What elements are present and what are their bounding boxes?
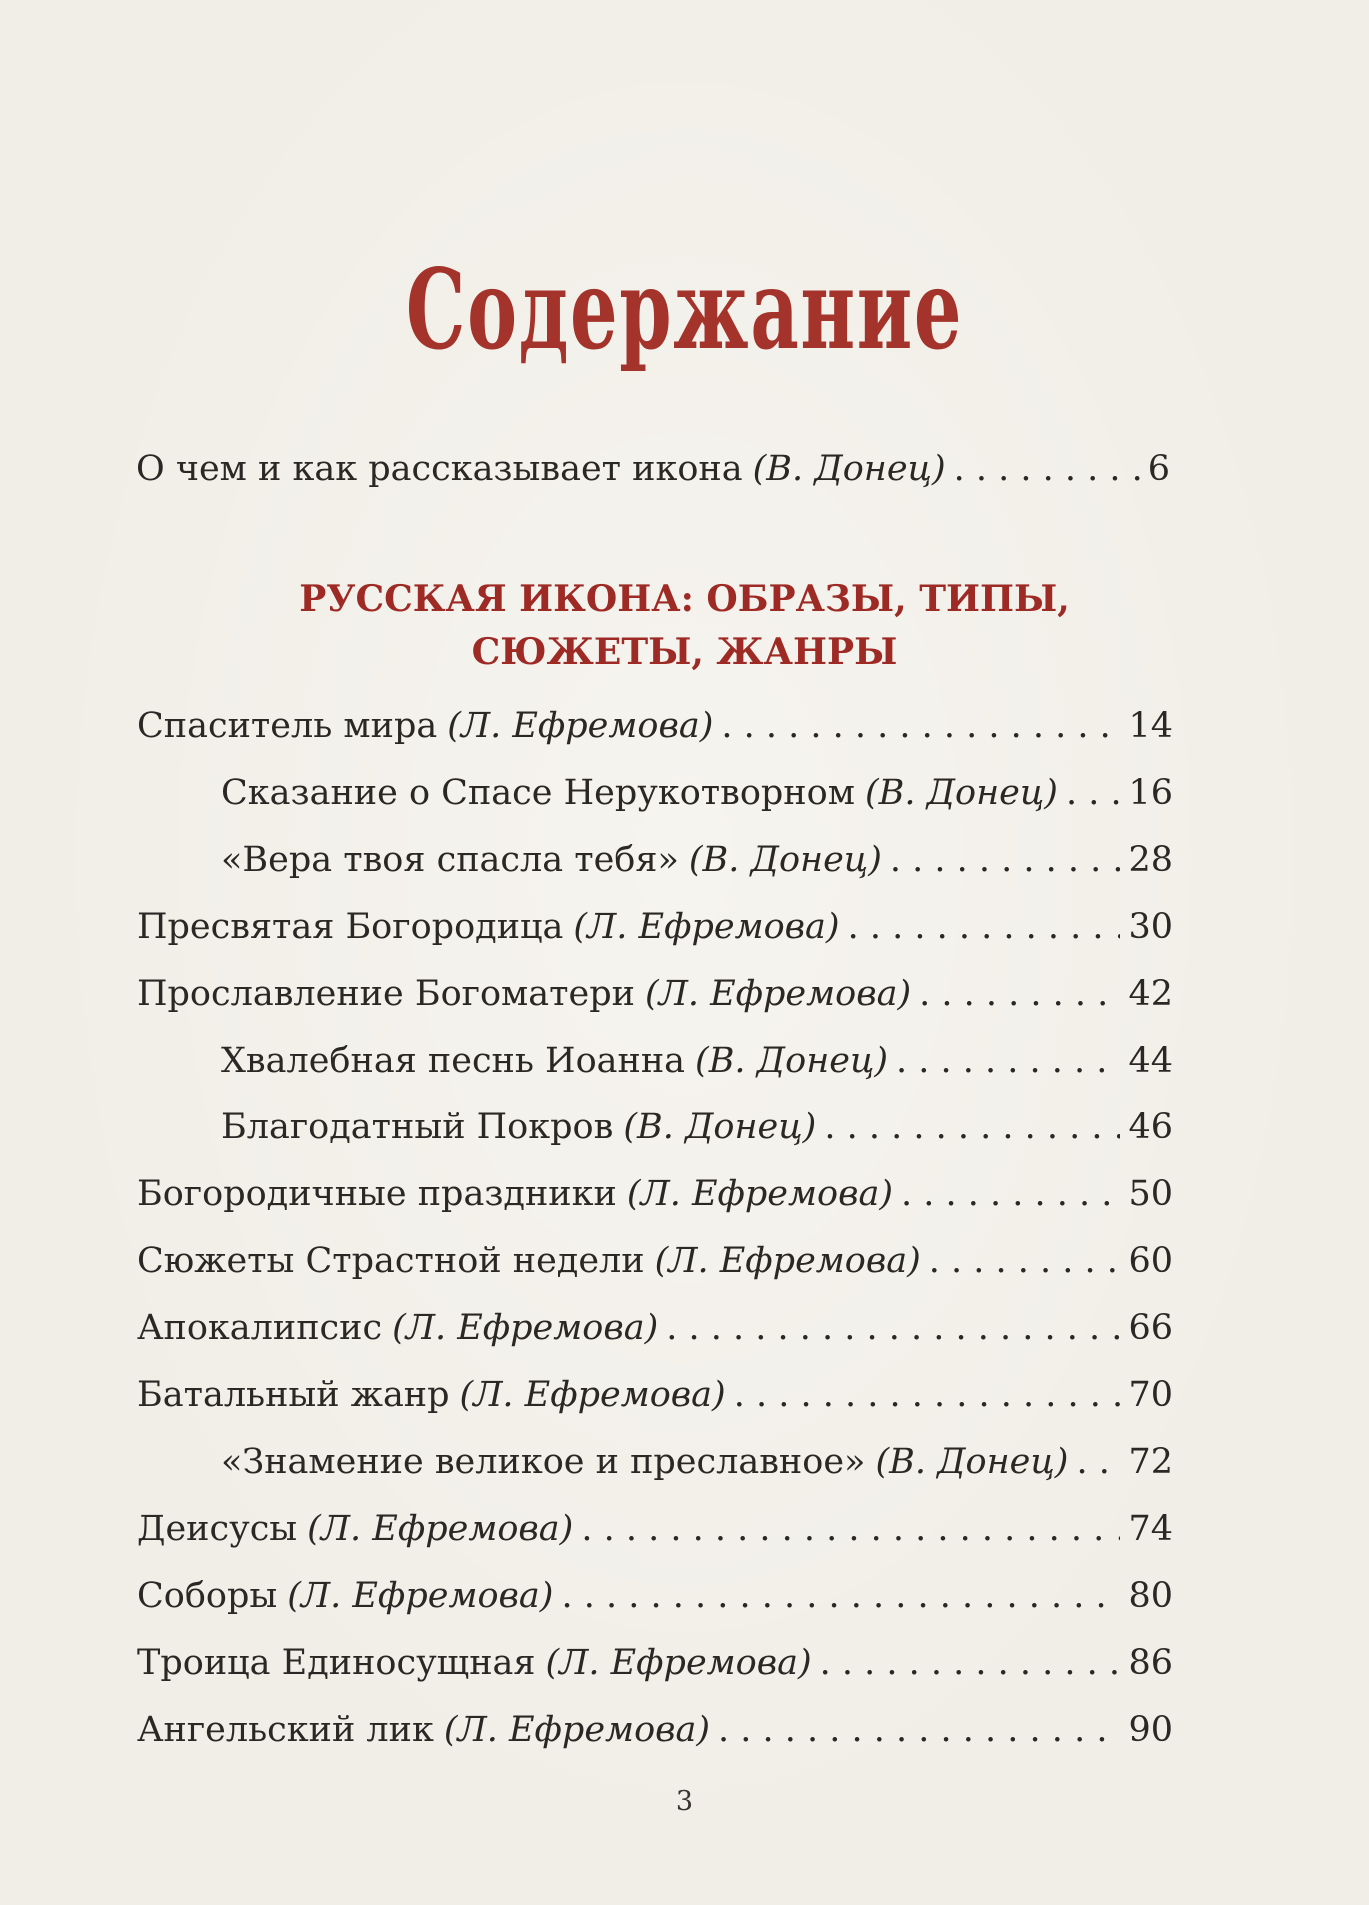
dot-leader (820, 1638, 1121, 1688)
toc-entry-author: (Л. Ефремова) (573, 906, 840, 947)
toc-entry-left (137, 969, 1128, 1019)
toc-entry-author: (Л. Ефремова) (307, 1508, 574, 1549)
toc-entry-label: «Вера твоя спасла тебя» (221, 839, 679, 880)
dot-leader (581, 1504, 1120, 1554)
dot-leader (561, 1571, 1120, 1621)
toc-entry-label: Деисусы (137, 1508, 298, 1549)
toc-entry-label: Богородичные праздники (137, 1174, 617, 1215)
toc-entry (0, 1370, 1369, 1420)
dot-leader (824, 1102, 1120, 1152)
toc-entry-page: 66 (1128, 1308, 1173, 1349)
toc-entry-page: 90 (1128, 1709, 1173, 1750)
toc-entry-author: (Л. Ефремова) (392, 1308, 659, 1349)
toc-entry-left (221, 1036, 1128, 1086)
toc-entry (0, 1571, 1369, 1621)
toc-entry (0, 1437, 1369, 1487)
toc-entry-left (137, 1571, 1128, 1621)
toc-entry-page: 30 (1128, 906, 1173, 947)
toc-entry (0, 969, 1369, 1019)
dot-leader (1066, 768, 1121, 818)
toc-entry-page: 50 (1128, 1174, 1173, 1215)
toc-entry (0, 902, 1369, 952)
section-heading (0, 573, 1369, 679)
dot-leader (721, 701, 1120, 751)
toc-entry (0, 1169, 1369, 1219)
dot-leader (901, 1169, 1120, 1219)
toc-entry (0, 1102, 1369, 1152)
toc-entry-author: (В. Донец) (695, 1040, 889, 1081)
toc-entry-author: (В. Донец) (752, 449, 946, 489)
toc-entry-author: (В. Донец) (623, 1107, 817, 1148)
toc-entry-page: 70 (1128, 1375, 1173, 1415)
toc-entry-label: Прославление Богоматери (137, 973, 635, 1014)
toc-entry-label: Сказание о Спасе Нерукотворном (221, 772, 855, 813)
toc-entry-left (137, 1638, 1128, 1688)
toc-entry-label: Соборы (137, 1575, 278, 1616)
toc-entry-page: 16 (1128, 772, 1173, 813)
toc-entry-left (137, 1303, 1128, 1353)
toc-entry-author: (В. Донец) (688, 839, 882, 880)
dot-leader (896, 1036, 1120, 1086)
toc-entry-page: 28 (1128, 839, 1173, 880)
toc-entry-label: Апокалипсис (137, 1308, 383, 1349)
toc-entry-label: «Знамение великое и преславное» (221, 1441, 866, 1482)
toc-entry-author: (В. Донец) (875, 1441, 1069, 1482)
dot-leader (848, 902, 1121, 952)
dot-leader (1076, 1437, 1120, 1487)
dot-leader (718, 1705, 1120, 1755)
toc-entry-label: Ангельский лик (137, 1709, 434, 1750)
dot-leader (890, 835, 1121, 885)
toc-entry-author: (Л. Ефремова) (654, 1241, 921, 1282)
toc-entry-author: (Л. Ефремова) (644, 973, 912, 1014)
toc-entry-label: Троица Единосущная (137, 1642, 536, 1683)
toc-entry (0, 1236, 1369, 1286)
toc-entry-label: Батальный жанр (137, 1375, 450, 1415)
toc-entry-page: 86 (1128, 1642, 1173, 1683)
toc-entry (0, 768, 1369, 818)
toc-entry-page: 42 (1128, 973, 1173, 1014)
toc-entry-label: О чем и как рассказывает икона (136, 449, 743, 489)
toc-entry (0, 1504, 1369, 1554)
toc-entry-author: (В. Донец) (864, 772, 1058, 813)
toc-entry-left (137, 701, 1128, 751)
toc-entry-label: Хвалебная песнь Иоанна (221, 1040, 686, 1081)
toc-entry-author: (Л. Ефремова) (545, 1642, 812, 1683)
dot-leader (954, 444, 1140, 494)
toc-entry (0, 1638, 1369, 1688)
page-title: Содержание (405, 244, 964, 375)
dot-leader (734, 1370, 1121, 1420)
toc-entry-label: Сюжеты Страстной недели (137, 1241, 645, 1282)
toc-entry-page: 46 (1128, 1107, 1173, 1148)
toc-entry-author: (Л. Ефремова) (447, 706, 714, 746)
toc-entry-left (221, 1437, 1128, 1487)
toc-entry-left (137, 1169, 1128, 1219)
toc-entry-author: (Л. Ефремова) (287, 1575, 554, 1616)
toc-entry-left (137, 1236, 1128, 1286)
toc-entry-page: 60 (1128, 1241, 1173, 1282)
toc-entry-page: 44 (1128, 1040, 1173, 1081)
toc-entry (0, 1705, 1369, 1755)
toc-entry-page: 6 (1147, 449, 1170, 489)
toc-entry-left (137, 1705, 1128, 1755)
toc-entry-label: Спаситель мира (137, 706, 438, 746)
dot-leader (929, 1236, 1121, 1286)
toc-entry-left (136, 444, 1148, 494)
toc-entry-page: 72 (1128, 1441, 1173, 1482)
toc-entry-left (137, 1370, 1128, 1420)
toc-entry-page: 14 (1128, 706, 1173, 746)
section-heading-line-2: СЮЖЕТЫ, ЖАНРЫ (471, 631, 898, 673)
toc-entry-author: (Л. Ефремова) (459, 1375, 726, 1415)
page-number: 3 (675, 1786, 694, 1817)
toc-entry-left (137, 1504, 1128, 1554)
toc-entry (0, 1036, 1369, 1086)
toc-entry-label: Благодатный Покров (221, 1107, 614, 1148)
toc-entry-left (221, 835, 1128, 885)
toc-entry-intro (0, 444, 1369, 494)
section-heading-line-1: РУССКАЯ ИКОНА: ОБРАЗЫ, ТИПЫ, (299, 578, 1070, 620)
toc-entry-page: 74 (1128, 1508, 1173, 1549)
toc-entry-left (221, 1102, 1128, 1152)
toc-entry (0, 1303, 1369, 1353)
toc-entry (0, 835, 1369, 885)
dot-leader (666, 1303, 1120, 1353)
toc-entry-left (221, 768, 1128, 818)
toc-entry-label: Пресвятая Богородица (137, 906, 564, 947)
toc-entry-author: (Л. Ефремова) (626, 1174, 893, 1215)
toc-entry-page: 80 (1128, 1575, 1173, 1616)
toc-entry-author: (Л. Ефремова) (443, 1709, 711, 1750)
dot-leader (919, 969, 1120, 1019)
toc-entry (0, 701, 1369, 751)
toc-entry-left (137, 902, 1128, 952)
